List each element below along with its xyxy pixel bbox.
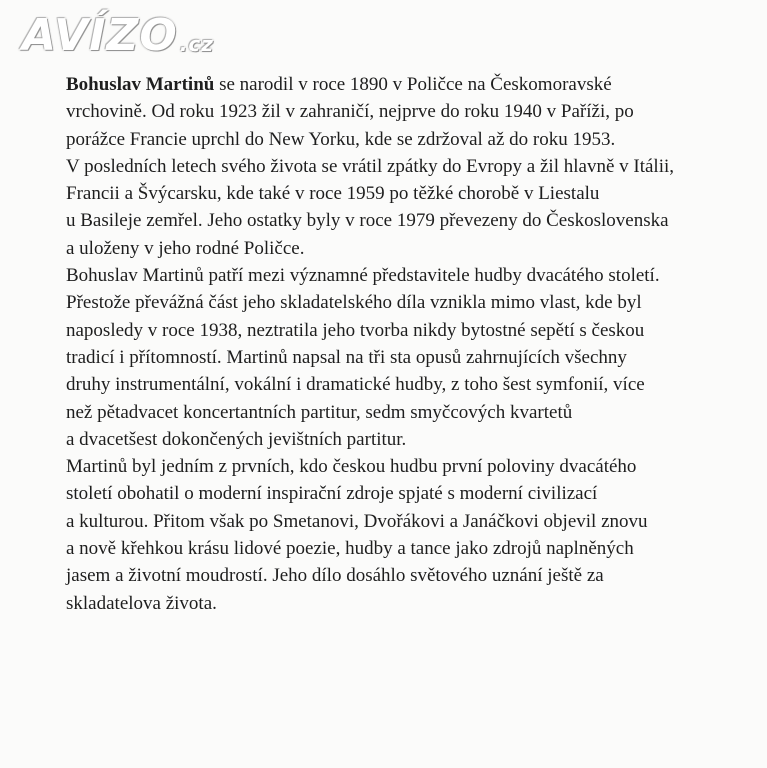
text-line: druhy instrumentální, vokální i dramatické hudby, z toho šest symfonií, více [66, 374, 645, 396]
text-line: u Basileje zemřel. Jeho ostatky byly v roce 1979 převezeny do Československa [66, 210, 669, 232]
text-line: Martinů byl jedním z prvních, kdo českou hudbu první poloviny dvacátého [66, 456, 637, 478]
text-line: a dvacetšest dokončených jevištních partitur. [66, 428, 407, 450]
text-line: než pětadvacet koncertantních partitur, sedm smyčcových kvartetů [66, 401, 573, 423]
text-line: naposledy v roce 1938, neztratila jeho tvorba nikdy bytostné sepětí s českou [66, 319, 645, 341]
text-line [66, 71, 706, 98]
composer-name: Bohuslav Martinů [66, 74, 215, 95]
text-line: a kulturou. Přitom však po Smetanovi, Dvořákovi a Janáčkovi objevil znovu [66, 510, 648, 532]
watermark-main-text: AVÍZO [22, 10, 178, 61]
text-line: jasem a životní moudrostí. Jeho dílo dosáhlo světového uznání ještě za [66, 565, 604, 587]
text-line: porážce Francie uprchl do New Yorku, kde se zdržoval až do roku 1953. [66, 128, 616, 150]
text-line: Francii a Švýcarsku, kde také v roce 1959 po těžké chorobě v Liestalu [66, 183, 600, 205]
text-line-rest: se narodil v roce 1890 v Poličce na Českomoravské [214, 74, 612, 95]
text-line: a nově křehkou krásu lidové poezie, hudby a tance jako zdrojů naplněných [66, 538, 634, 560]
text-line: vrchovině. Od roku 1923 žil v zahraničí, nejprve do roku 1940 v Paříži, po [66, 101, 634, 123]
avizo-watermark-logo [22, 10, 214, 61]
text-line: století obohatil o moderní inspirační zdroje spjaté s moderní civilizací [66, 483, 598, 505]
text-line: skladatelova života. [66, 592, 217, 614]
watermark-domain-suffix: .cz [179, 32, 214, 56]
text-line: V posledních letech svého života se vrátil zpátky do Evropy a žil hlavně v Itálii, [66, 155, 674, 177]
text-line: a uloženy v jeho rodné Poličce. [66, 237, 305, 259]
biography-text [66, 71, 706, 617]
text-line: Přestože převážná část jeho skladatelského díla vznikla mimo vlast, kde byl [66, 292, 642, 314]
text-line: tradicí i přítomností. Martinů napsal na tři sta opusů zahrnujících všechny [66, 346, 627, 368]
text-line: Bohuslav Martinů patří mezi významné představitele hudby dvacátého století. [66, 265, 660, 287]
